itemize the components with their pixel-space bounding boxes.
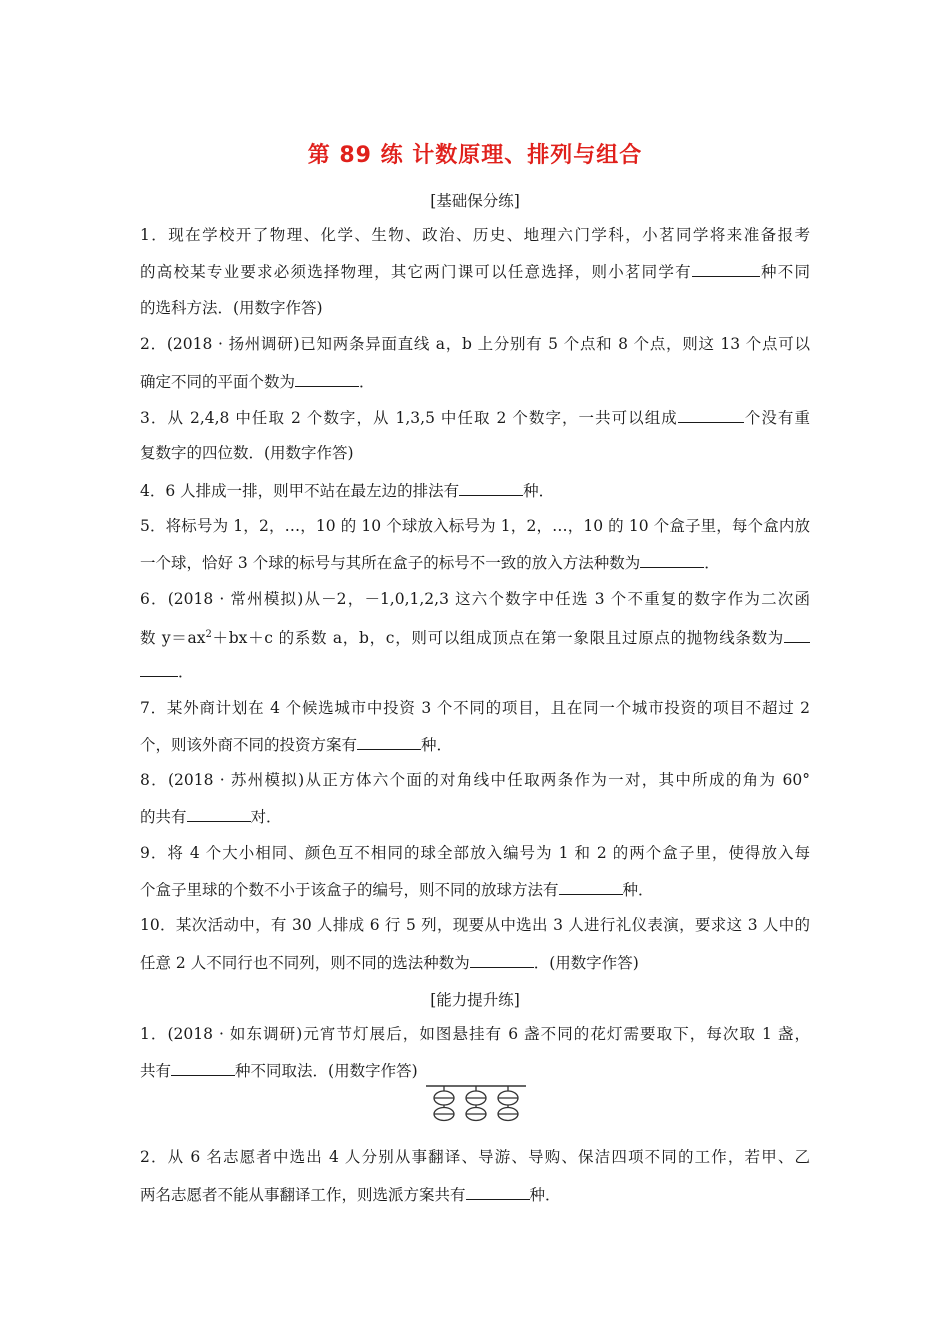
text: 种不同 xyxy=(759,263,810,281)
problem-3-line-1 xyxy=(140,407,810,428)
text: 种． xyxy=(529,1186,561,1204)
problem-9-line-2 xyxy=(140,879,810,900)
text: 个盒子里球的个数不小于该盒子的编号，则不同的放球方法有 xyxy=(140,881,559,899)
hanging-lanterns-figure xyxy=(426,1083,526,1123)
section-advanced-heading: [能力提升练] xyxy=(430,991,520,1009)
problem-5-line-2 xyxy=(140,552,810,573)
problem-8-line-1: 8．(2018 · 苏州模拟)从正方体六个面的对角线中任取两条作为一对，其中所成的角为 60° xyxy=(140,771,810,789)
answer-blank xyxy=(678,407,744,423)
problem-5-line-1: 5．将标号为 1，2，…，10 的 10 个球放入标号为 1，2，…，10 的 10 个盒子里，每个盒内放 xyxy=(140,517,810,535)
problem-10-line-2 xyxy=(140,952,810,973)
problem-2-line-1: 2．(2018 · 扬州调研)已知两条异面直线 a，b 上分别有 5 个点和 8 个点，则这 13 个点可以 xyxy=(140,335,810,353)
text: 两名志愿者不能从事翻译工作，则选派方案共有 xyxy=(140,1186,466,1204)
text: 的高校某专业要求必须选择物理，其它两门课可以任意选择，则小茗同学有 xyxy=(140,263,692,281)
answer-blank xyxy=(470,952,534,968)
text: 个，则该外商不同的投资方案有 xyxy=(140,736,358,754)
text: 种． xyxy=(622,881,654,899)
problem-1-line-1: 1．现在学校开了物理、化学、生物、政治、历史、地理六门学科，小茗同学将来准备报考 xyxy=(140,226,810,244)
answer-blank xyxy=(171,1060,235,1076)
advanced-2-line-1: 2．从 6 名志愿者中选出 4 人分别从事翻译、导游、导购、保洁四项不同的工作，若甲、乙 xyxy=(140,1148,810,1166)
lantern-column-right xyxy=(498,1086,518,1121)
problem-6-line-2 xyxy=(140,625,810,648)
answer-blank xyxy=(559,879,623,895)
text: 种． xyxy=(421,736,453,754)
text: 数 y＝ax xyxy=(140,629,206,648)
text: 种不同取法．(用数字作答) xyxy=(235,1062,418,1080)
text: ． xyxy=(178,663,194,681)
problem-3-line-2: 复数字的四位数．(用数字作答) xyxy=(140,444,354,462)
problem-1-line-3: 的选科方法．(用数字作答) xyxy=(140,299,323,317)
problem-10-line-1: 10．某次活动中，有 30 人排成 6 行 5 列，现要从中选出 3 人进行礼仪表演，要求这 3 人中的 xyxy=(140,916,810,934)
problem-1-line-2 xyxy=(140,261,810,282)
advanced-2-line-2 xyxy=(140,1184,810,1205)
problem-7-line-1: 7．某外商计划在 4 个候选城市中投资 3 个不同的项目，且在同一个城市投资的项目不超过 2 xyxy=(140,699,810,717)
advanced-1-line-1: 1．(2018 · 如东调研)元宵节灯展后，如图悬挂有 6 盏不同的花灯需要取下，每次取 1 盏， xyxy=(140,1025,810,1043)
text: ＋bx＋c 的系数 a，b，c，则可以组成顶点在第一象限且过原点的抛物线条数为 xyxy=(211,629,784,648)
answer-blank xyxy=(357,734,421,750)
problem-2-line-2 xyxy=(140,371,810,392)
lantern-column-left xyxy=(434,1086,454,1121)
text: 个没有重 xyxy=(743,409,810,427)
text: 种． xyxy=(523,482,555,500)
section-basic-heading: [基础保分练] xyxy=(430,192,520,210)
answer-blank xyxy=(187,806,251,822)
lantern-column-middle xyxy=(466,1086,486,1121)
problem-6-line-1: 6．(2018 · 常州模拟)从－2，－1,0,1,2,3 这六个数字中任选 3 个不重复的数字作为二次函 xyxy=(140,590,810,608)
answer-blank xyxy=(466,1184,530,1200)
text: 确定不同的平面个数为 xyxy=(140,373,296,391)
answer-blank xyxy=(692,261,760,277)
text: 一个球，恰好 3 个球的标号与其所在盒子的标号不一致的放入方法种数为 xyxy=(140,554,641,572)
advanced-1-line-2 xyxy=(140,1060,810,1081)
text: 的共有 xyxy=(140,808,187,826)
problem-7-line-2 xyxy=(140,734,810,755)
page-title: 第 89 练 计数原理、排列与组合 xyxy=(307,143,643,168)
problem-9-line-1: 9．将 4 个大小相同、颜色互不相同的球全部放入编号为 1 和 2 的两个盒子里，使得放入每 xyxy=(140,844,810,862)
problem-6-line-3 xyxy=(140,661,810,682)
text: 共有 xyxy=(140,1062,172,1080)
answer-blank xyxy=(295,371,359,387)
text: 4．6 人排成一排，则甲不站在最左边的排法有 xyxy=(140,482,460,500)
answer-blank xyxy=(459,480,523,496)
text: 对． xyxy=(250,808,282,826)
answer-blank xyxy=(140,661,178,677)
answer-blank xyxy=(784,627,810,643)
text: 3．从 2,4,8 中任取 2 个数字，从 1,3,5 中任取 2 个数字，一共可以组成 xyxy=(140,409,678,427)
problem-8-line-2 xyxy=(140,806,810,827)
text: 任意 2 人不同行也不同列，则不同的选法种数为 xyxy=(140,954,470,972)
answer-blank xyxy=(640,552,704,568)
text: ．(用数字作答) xyxy=(533,954,639,972)
exponent: 2 xyxy=(205,629,212,640)
problem-4-line-1 xyxy=(140,480,810,501)
text: ． xyxy=(704,554,720,572)
text: ． xyxy=(359,373,375,391)
